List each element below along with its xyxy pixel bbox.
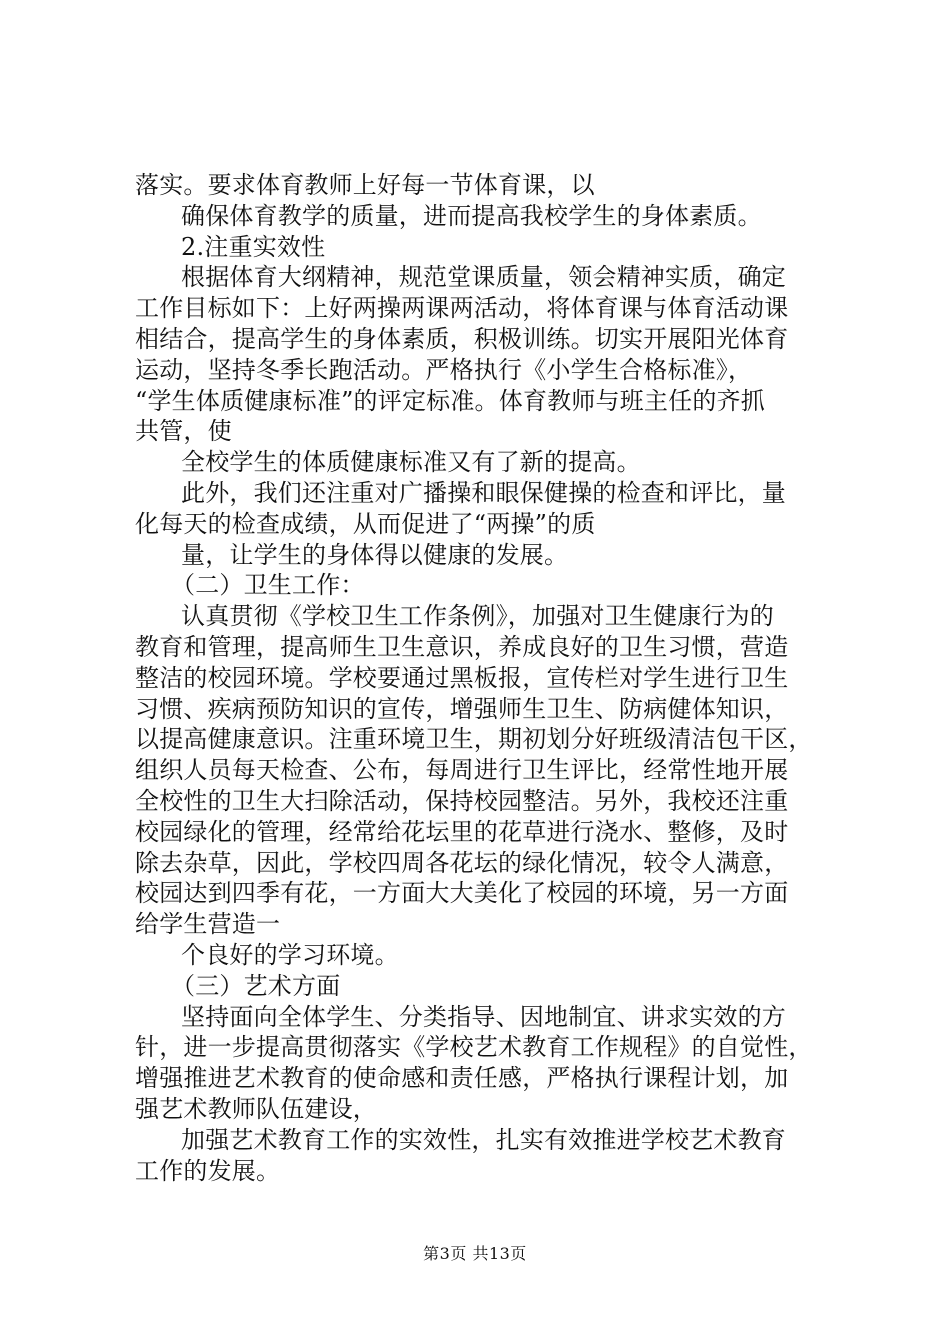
text-line: 全校学生的体质健康标准又有了新的提高。 — [181, 448, 641, 477]
text-line: 针，进一步提高贯彻落实《学校艺术教育工作规程》的自觉性， — [135, 1033, 813, 1062]
text-line: 落实。要求体育教师上好每一节体育课，以 — [135, 171, 595, 199]
text-line: 工作目标如下：上好两操两课两活动，将体育课与体育活动课 — [135, 294, 789, 323]
text-line: 习惯、疾病预防知识的宣传，增强师生卫生、防病健体知识， — [135, 694, 789, 723]
text-line: 共管，使 — [135, 417, 232, 446]
text-line: “学生体质健康标准”的评定标准。体育教师与班主任的齐抓 — [135, 386, 765, 415]
text-line: 教育和管理，提高师生卫生意识，养成良好的卫生习惯，营造 — [135, 632, 789, 661]
text-line: 坚持面向全体学生、分类指导、因地制宜、讲求实效的方 — [181, 1002, 786, 1031]
text-line: 此外，我们还注重对广播操和眼保健操的检查和评比，量 — [181, 478, 786, 507]
text-line: 加强艺术教育工作的实效性，扎实有效推进学校艺术教育 — [181, 1125, 786, 1154]
text-line: 2.注重实效性 — [181, 232, 326, 261]
text-line: 化每天的检查成绩，从而促进了“两操”的质 — [135, 509, 596, 538]
text-line: 组织人员每天检查、公布，每周进行卫生评比，经常性地开展 — [135, 756, 789, 785]
text-line: 校园达到四季有花，一方面大大美化了校园的环境，另一方面 — [135, 879, 789, 908]
text-line: 给学生营造一 — [135, 910, 281, 939]
text-line: 确保体育教学的质量，进而提高我校学生的身体素质。 — [181, 201, 762, 230]
text-line: 增强推进艺术教育的使命感和责任感，严格执行课程计划，加 — [135, 1064, 789, 1093]
text-line: 根据体育大纲精神，规范堂课质量，领会精神实质，确定 — [181, 263, 786, 292]
text-line: 个良好的学习环境。 — [181, 940, 399, 969]
text-line: 认真贯彻《学校卫生工作条例》，加强对卫生健康行为的 — [181, 602, 774, 631]
page-footer: 第3页 共13页 — [423, 1244, 527, 1263]
text-line: 量，让学生的身体得以健康的发展。 — [181, 540, 569, 569]
text-line: 强艺术教师队伍建设， — [135, 1094, 377, 1123]
text-line: 相结合，提高学生的身体素质，积极训练。切实开展阳光体育 — [135, 324, 789, 353]
text-line: 全校性的卫生大扫除活动，保持校园整洁。另外，我校还注重 — [135, 786, 789, 815]
text-line: 校园绿化的管理，经常给花坛里的花草进行浇水、整修，及时 — [135, 817, 789, 846]
text-line: （二）卫生工作： — [171, 571, 365, 600]
text-line: 整洁的校园环境。学校要通过黑板报，宣传栏对学生进行卫生 — [135, 663, 789, 692]
text-line: 工作的发展。 — [135, 1156, 281, 1185]
text-line: 运动，坚持冬季长跑活动。严格执行《小学生合格标准》， — [135, 355, 753, 384]
document-body — [135, 170, 835, 1186]
text-line: （三）艺术方面 — [171, 971, 341, 1000]
text-line: 以提高健康意识。注重环境卫生，期初划分好班级清洁包干区， — [135, 725, 813, 754]
text-line: 除去杂草，因此，学校四周各花坛的绿化情况，较令人满意， — [135, 848, 789, 877]
